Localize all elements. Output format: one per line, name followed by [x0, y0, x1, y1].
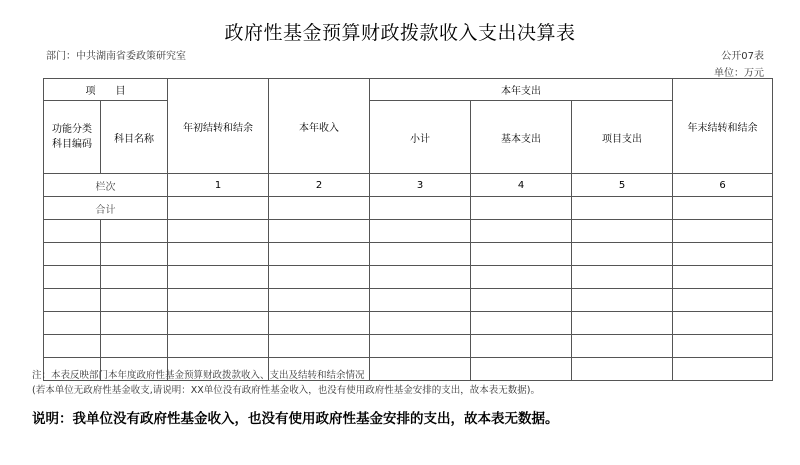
header-item: 项 目 [44, 79, 168, 101]
total-label: 合计 [44, 197, 168, 220]
table-cell [370, 197, 471, 220]
page-title: 政府性基金预算财政拨款收入支出决算表 [224, 22, 576, 44]
header-subtotal: 小计 [370, 101, 471, 174]
header-income: 本年收入 [269, 79, 370, 174]
column-row-label: 栏次 [44, 174, 168, 197]
table-cell [471, 197, 572, 220]
explanation: 说明：我单位没有政府性基金收入，也没有使用政府性基金安排的支出，故本表无数据。 [32, 411, 559, 427]
table-row [44, 266, 773, 289]
table-cell [572, 197, 673, 220]
note-line-2: (若本单位无政府性基金收支,请说明：XX单位没有政府性基金收入，也没有使用政府性基金安排的支出，故本表无数据)。 [32, 385, 540, 396]
table-row [44, 335, 773, 358]
unit-label: 单位：万元 [714, 68, 764, 79]
budget-table [43, 78, 773, 381]
column-num-6: 6 [673, 174, 773, 197]
form-number: 公开07表 [721, 51, 764, 62]
header-end-balance: 年末结转和结余 [673, 79, 773, 174]
table-row [44, 243, 773, 266]
column-num-3: 3 [370, 174, 471, 197]
header-project-exp: 项目支出 [572, 101, 673, 174]
header-begin-balance: 年初结转和结余 [168, 79, 269, 174]
column-num-2: 2 [269, 174, 370, 197]
table-cell [269, 197, 370, 220]
table-row [44, 312, 773, 335]
column-num-1: 1 [168, 174, 269, 197]
header-basic-exp: 基本支出 [471, 101, 572, 174]
table-row [44, 220, 773, 243]
department-label: 部门：中共湖南省委政策研究室 [46, 51, 186, 62]
column-num-4: 4 [471, 174, 572, 197]
header-subject-name: 科目名称 [101, 101, 168, 174]
note-line-1: 注：本表反映部门本年度政府性基金预算财政拨款收入、支出及结转和结余情况 [32, 370, 365, 381]
table-row [44, 289, 773, 312]
table-cell [673, 197, 773, 220]
header-func-code: 功能分类科目编码 [44, 101, 101, 174]
column-num-5: 5 [572, 174, 673, 197]
header-expenditure: 本年支出 [370, 79, 673, 101]
table-cell [168, 197, 269, 220]
